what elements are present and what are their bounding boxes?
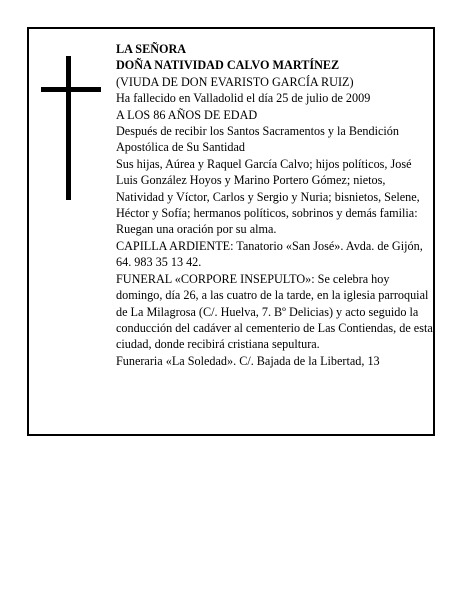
- age-line: A LOS 86 AÑOS DE EDAD: [116, 107, 258, 122]
- chapel-text: CAPILLA ARDIENTE: Tanatorio «San José». Avda. de Gijón, 64. 983 35 13 42.: [116, 238, 423, 270]
- cross-horizontal-bar: [41, 87, 101, 92]
- latin-cross-icon: [41, 56, 101, 200]
- cross-vertical-bar: [66, 56, 71, 200]
- obituary-text: [116, 41, 434, 369]
- death-line: Ha fallecido en Valladolid el día 25 de julio de 2009: [116, 91, 371, 106]
- prayer-text: Ruegan una oración por su alma.: [116, 222, 277, 237]
- funeral-text: FUNERAL «CORPORE INSEPULTO»: Se celebra hoy domingo, día 26, a las cuatro de la tarde, en la iglesia parroquial de La Milagrosa (C/. Huelva, 7. Bº Delicias) y acto seguido la conducción del cadáver al cementerio de Las Contiendas, de esta ciudad, donde recibirá cristiana sepultura.: [116, 271, 433, 352]
- widow-line: (VIUDA DE DON EVARISTO GARCÍA RUIZ): [116, 74, 354, 89]
- title-line: LA SEÑORA: [116, 42, 187, 56]
- sacraments-text: Después de recibir los Santos Sacramentos y la Bendición Apostólica de Su Santidad: [116, 124, 399, 155]
- obituary-notice: [27, 27, 435, 436]
- funeral-home-text: Funeraria «La Soledad». C/. Bajada de la Libertad, 13: [116, 353, 380, 368]
- deceased-name: DOÑA NATIVIDAD CALVO MARTÍNEZ: [116, 58, 340, 73]
- family-text: Sus hijas, Aúrea y Raquel García Calvo; hijos políticos, José Luis González Hoyos y Marino Portero Gómez; nietos, Natividad y Víctor, Carlos y Sergio y Nuria; bisnietos, Selene, Héctor y Sofía; hermanos políticos, sobrinos y demás familia:: [116, 156, 420, 221]
